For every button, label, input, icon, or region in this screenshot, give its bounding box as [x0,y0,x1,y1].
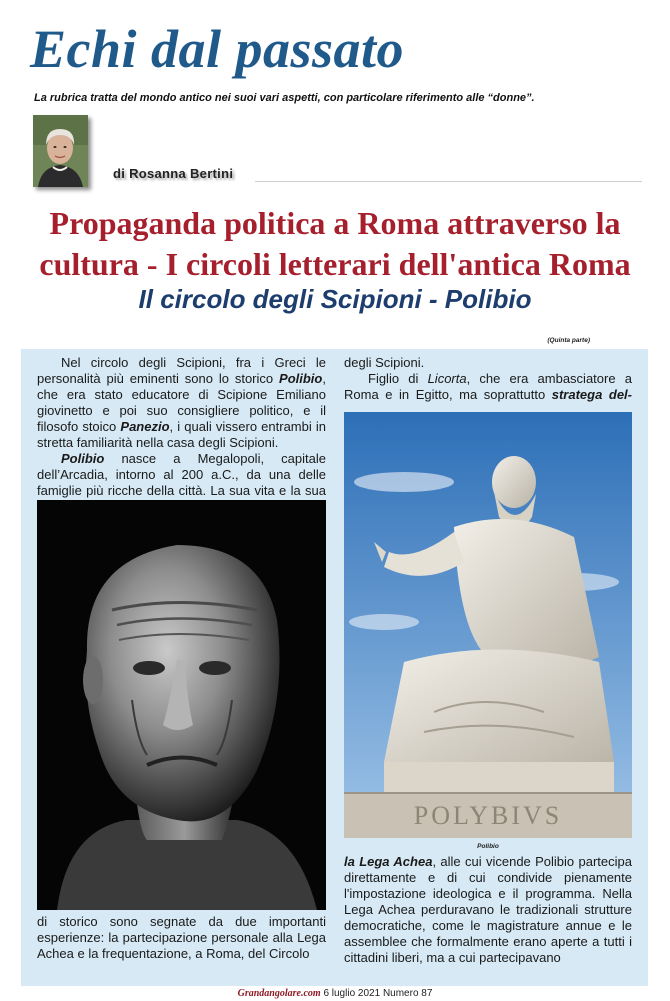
footer-brand: Grandangolare.com [237,988,321,999]
emphasis-polibio: Polibio [61,451,105,466]
paragraph: degli Scipioni. [344,355,425,370]
emphasis-lega-achea: la Lega Achea [344,854,433,869]
paragraph: Nel circolo degli Scipioni, fra i Greci le personalità più eminenti sono lo storico Polibio, che era stato educatore di Scipione Emiliano giovinetto e poi suo consigliere politico, e il filosofo stoico Panezio, i quali vissero entrambi in stretta familiarità nella casa degli Scipioni. [37,355,326,450]
article-subheadline: Il circolo degli Scipioni - Polibio [138,284,532,314]
column-1-top [37,355,326,515]
page-footer [0,988,670,999]
emphasis-stratega: stratega del- [551,387,632,402]
paragraph: di storico sono segnate da due importanti esperienze: la partecipazione personale alla Lega Achea e la frequentazione, a Roma, del Circolo [37,914,326,961]
footer-date: 6 luglio 2021 [323,988,381,999]
author-byline: di Rosanna Bertini [113,166,234,181]
article-headline [20,203,650,285]
statue-photo [344,412,632,838]
bust-photo [37,500,326,910]
column-title: Echi dal passato [30,19,405,79]
column-2-bottom [344,854,632,966]
headline-line-2: cultura - I circoli letterari dell'antica Roma [39,246,631,282]
part-note: (Quinta parte) [547,337,590,344]
paragraph: Polibio nasce a Megalopoli, capitale dell’Arcadia, intorno al 200 a.C., da una delle famiglie più ricche della città. La sua vita e la sua [37,451,326,498]
column-2-top [344,355,632,403]
emphasis-polibio: Polibio [279,371,323,386]
column-description: La rubrica tratta del mondo antico nei suoi vari aspetti, con particolare riferimento alle “donne”. [34,92,535,104]
emphasis-licorta: Licorta [427,371,467,386]
author-portrait [33,115,88,187]
statue-inscription: POLYBIVS [413,801,563,830]
header-divider [255,181,642,182]
footer-issue: Numero 87 [382,988,433,999]
headline-line-1: Propaganda politica a Roma attraverso la [49,205,621,241]
column-1-bottom [37,914,326,962]
emphasis-panezio: Panezio [120,419,170,434]
statue-caption: Polibio [477,843,499,850]
paragraph: la Lega Achea, alle cui vicende Polibio partecipa direttamente e di cui condivide pienamente l'impostazione ideologica e il programma. Nella Lega Achea perduravano le tradizionali strutture democratiche, come le magistrature annue e le assemblee che formalmente erano aperte a tutti i cittadini liberi, ma a cui partecipavano [344,854,632,965]
paragraph: Figlio di Licorta, che era ambasciatore a Roma e in Egitto, ma soprattutto stratega del- [344,371,632,402]
